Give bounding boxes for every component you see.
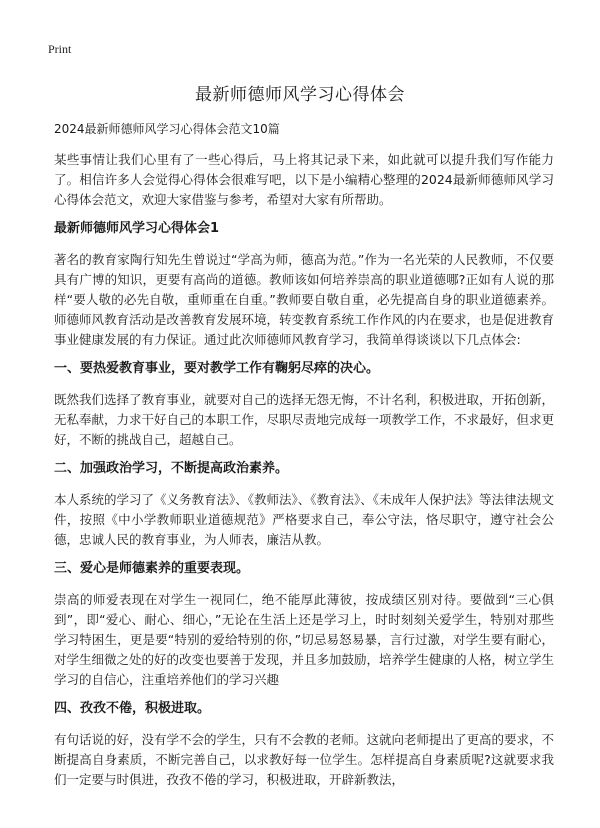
document-subtitle: 2024最新师德师风学习心得体会范文10篇 — [54, 122, 280, 136]
document-content — [54, 150, 554, 800]
article-intro-paragraph: 著名的教育家陶行知先生曾说过“学高为师，德高为范。”作为一名光荣的人民教师，不仅要具有广博的知识，更要有高尚的道德。教师该如何培养崇高的职业道德哪?正如有人说的那样“要人敬的必先自敬，重师重在自重。”教师要自敬自重，必先提高自身的职业道德素养。师德师风教育活动是改善教育发展环境，转变教育系统工作作风的内在要求，也是促进教育事业健康发展的有力保证。通过此次师德师风教育学习，我简单得谈谈以下几点体会: — [54, 252, 555, 347]
section-body-4: 有句话说的好，没有学不会的学生，只有不会教的老师。这就向老师提出了更高的要求，不断提高自身素质，不断完善自己，以求教好每一位学生。怎样提高自身素质呢?这就要求我们一定要与时俱进，孜孜不倦的学习，积极进取，开辟新教法， — [54, 732, 555, 787]
intro-paragraph: 某些事情让我们心里有了一些心得后，马上将其记录下来，如此就可以提升我们写作能力了。相信许多人会觉得心得体会很难写吧，以下是小编精心整理的2024最新师德师风学习心得体会范文，欢迎大家借鉴与参考，希望对大家有所帮助。 — [54, 152, 554, 207]
section-body-3: 崇高的师爱表现在对学生一视同仁，绝不能厚此薄彼，按成绩区别对待。要做到“三心俱到”，即“爱心、耐心、细心，”无论在生活上还是学习上，时时刻刻关爱学生，特别对那些学习特困生，更是要“特别的爱给特别的你，”切忌易怒易暴，言行过激，对学生要有耐心，对学生细微之处的好的改变也要善于发现，并且多加鼓励，培养学生健康的人格，树立学生学习的自信心，注重培养他们的学习兴趣 — [54, 592, 555, 687]
section-heading-1: 一、要热爱教育事业，要对教学工作有鞠躬尽瘁的决心。 — [54, 361, 380, 376]
article-heading: 最新师德师风学习心得体会1 — [54, 221, 220, 236]
section-body-1: 既然我们选择了教育事业，就要对自己的选择无怨无悔，不计名利，积极进取，开拓创新，无私奉献，力求干好自己的本职工作，尽职尽责地完成每一项教学工作，不求最好，但求更好，不断的挑战自己，超越自己。 — [54, 392, 555, 447]
section-heading-2: 二、加强政治学习，不断提高政治素养。 — [54, 461, 289, 476]
page-title: 最新师德师风学习心得体会 — [195, 85, 405, 105]
print-link[interactable]: Print — [48, 42, 72, 56]
section-body-2: 本人系统的学习了《义务教育法》、《教师法》、《教育法》、《未成年人保护法》等法律法规文件，按照《中小学教师职业道德规范》严格要求自己，奉公守法，恪尽职守，遵守社会公德，忠诚人民的教育事业，为人师表，廉洁从教。 — [54, 492, 555, 547]
section-heading-3: 三、爱心是师德素养的重要表现。 — [54, 561, 250, 576]
section-heading-4: 四、孜孜不倦，积极进取。 — [54, 701, 211, 716]
